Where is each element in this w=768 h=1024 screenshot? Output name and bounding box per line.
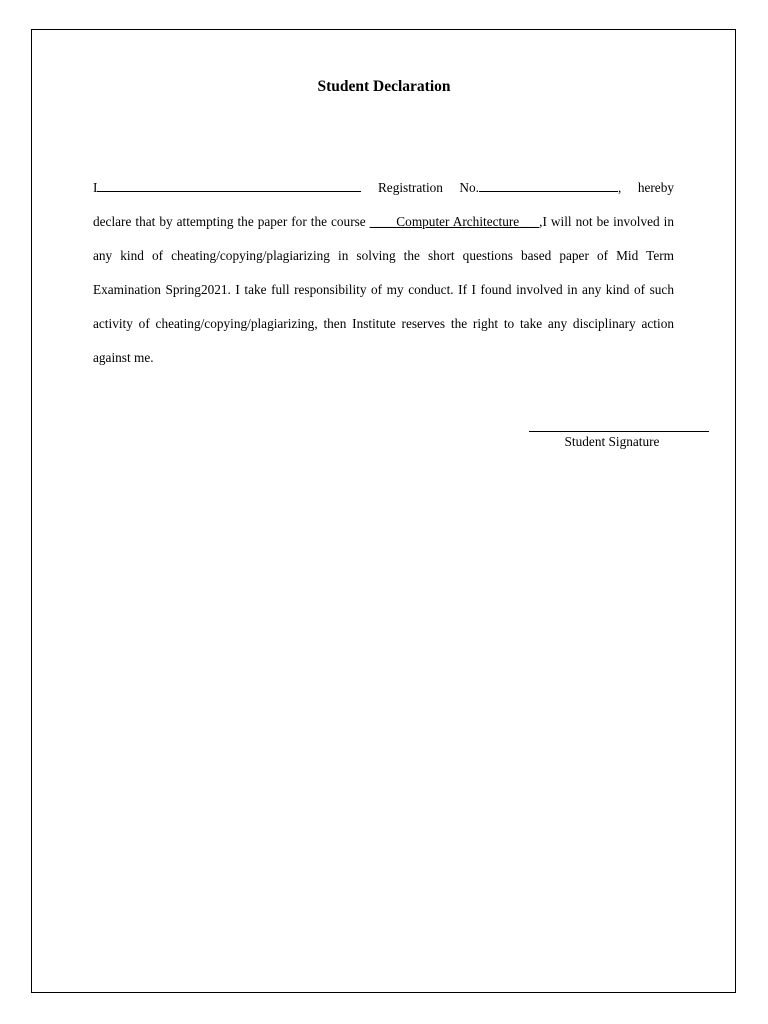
course-prefix-blank: ____ [369, 214, 397, 229]
page-title: Student Declaration [317, 78, 451, 95]
student-name-blank [97, 179, 361, 192]
signature-line [529, 431, 709, 432]
declaration-text-part2: ,I will not be involved in any kind of cheating/copying/plagiarizing in solving the short questions based paper of Mid Term Examination Spring2021. I take full responsibility of my conduct. If I found involved in any kind of such activity of cheating/copying/plagiarizing, then Institute reserves the right to take any disciplinary action against me. [93, 214, 675, 365]
declaration-text-part1: , hereby declare that by attempting the paper for the course [93, 180, 675, 229]
course-suffix-blank: ___ [519, 214, 540, 229]
declaration-pronoun: I [93, 180, 98, 195]
registration-number-blank [479, 179, 618, 192]
signature-label: Student Signature [564, 434, 660, 449]
course-name-fill [370, 214, 539, 229]
course-name: Computer Architecture [396, 214, 520, 229]
registration-label: Registration No. [377, 180, 480, 195]
declaration-paragraph [93, 171, 674, 375]
